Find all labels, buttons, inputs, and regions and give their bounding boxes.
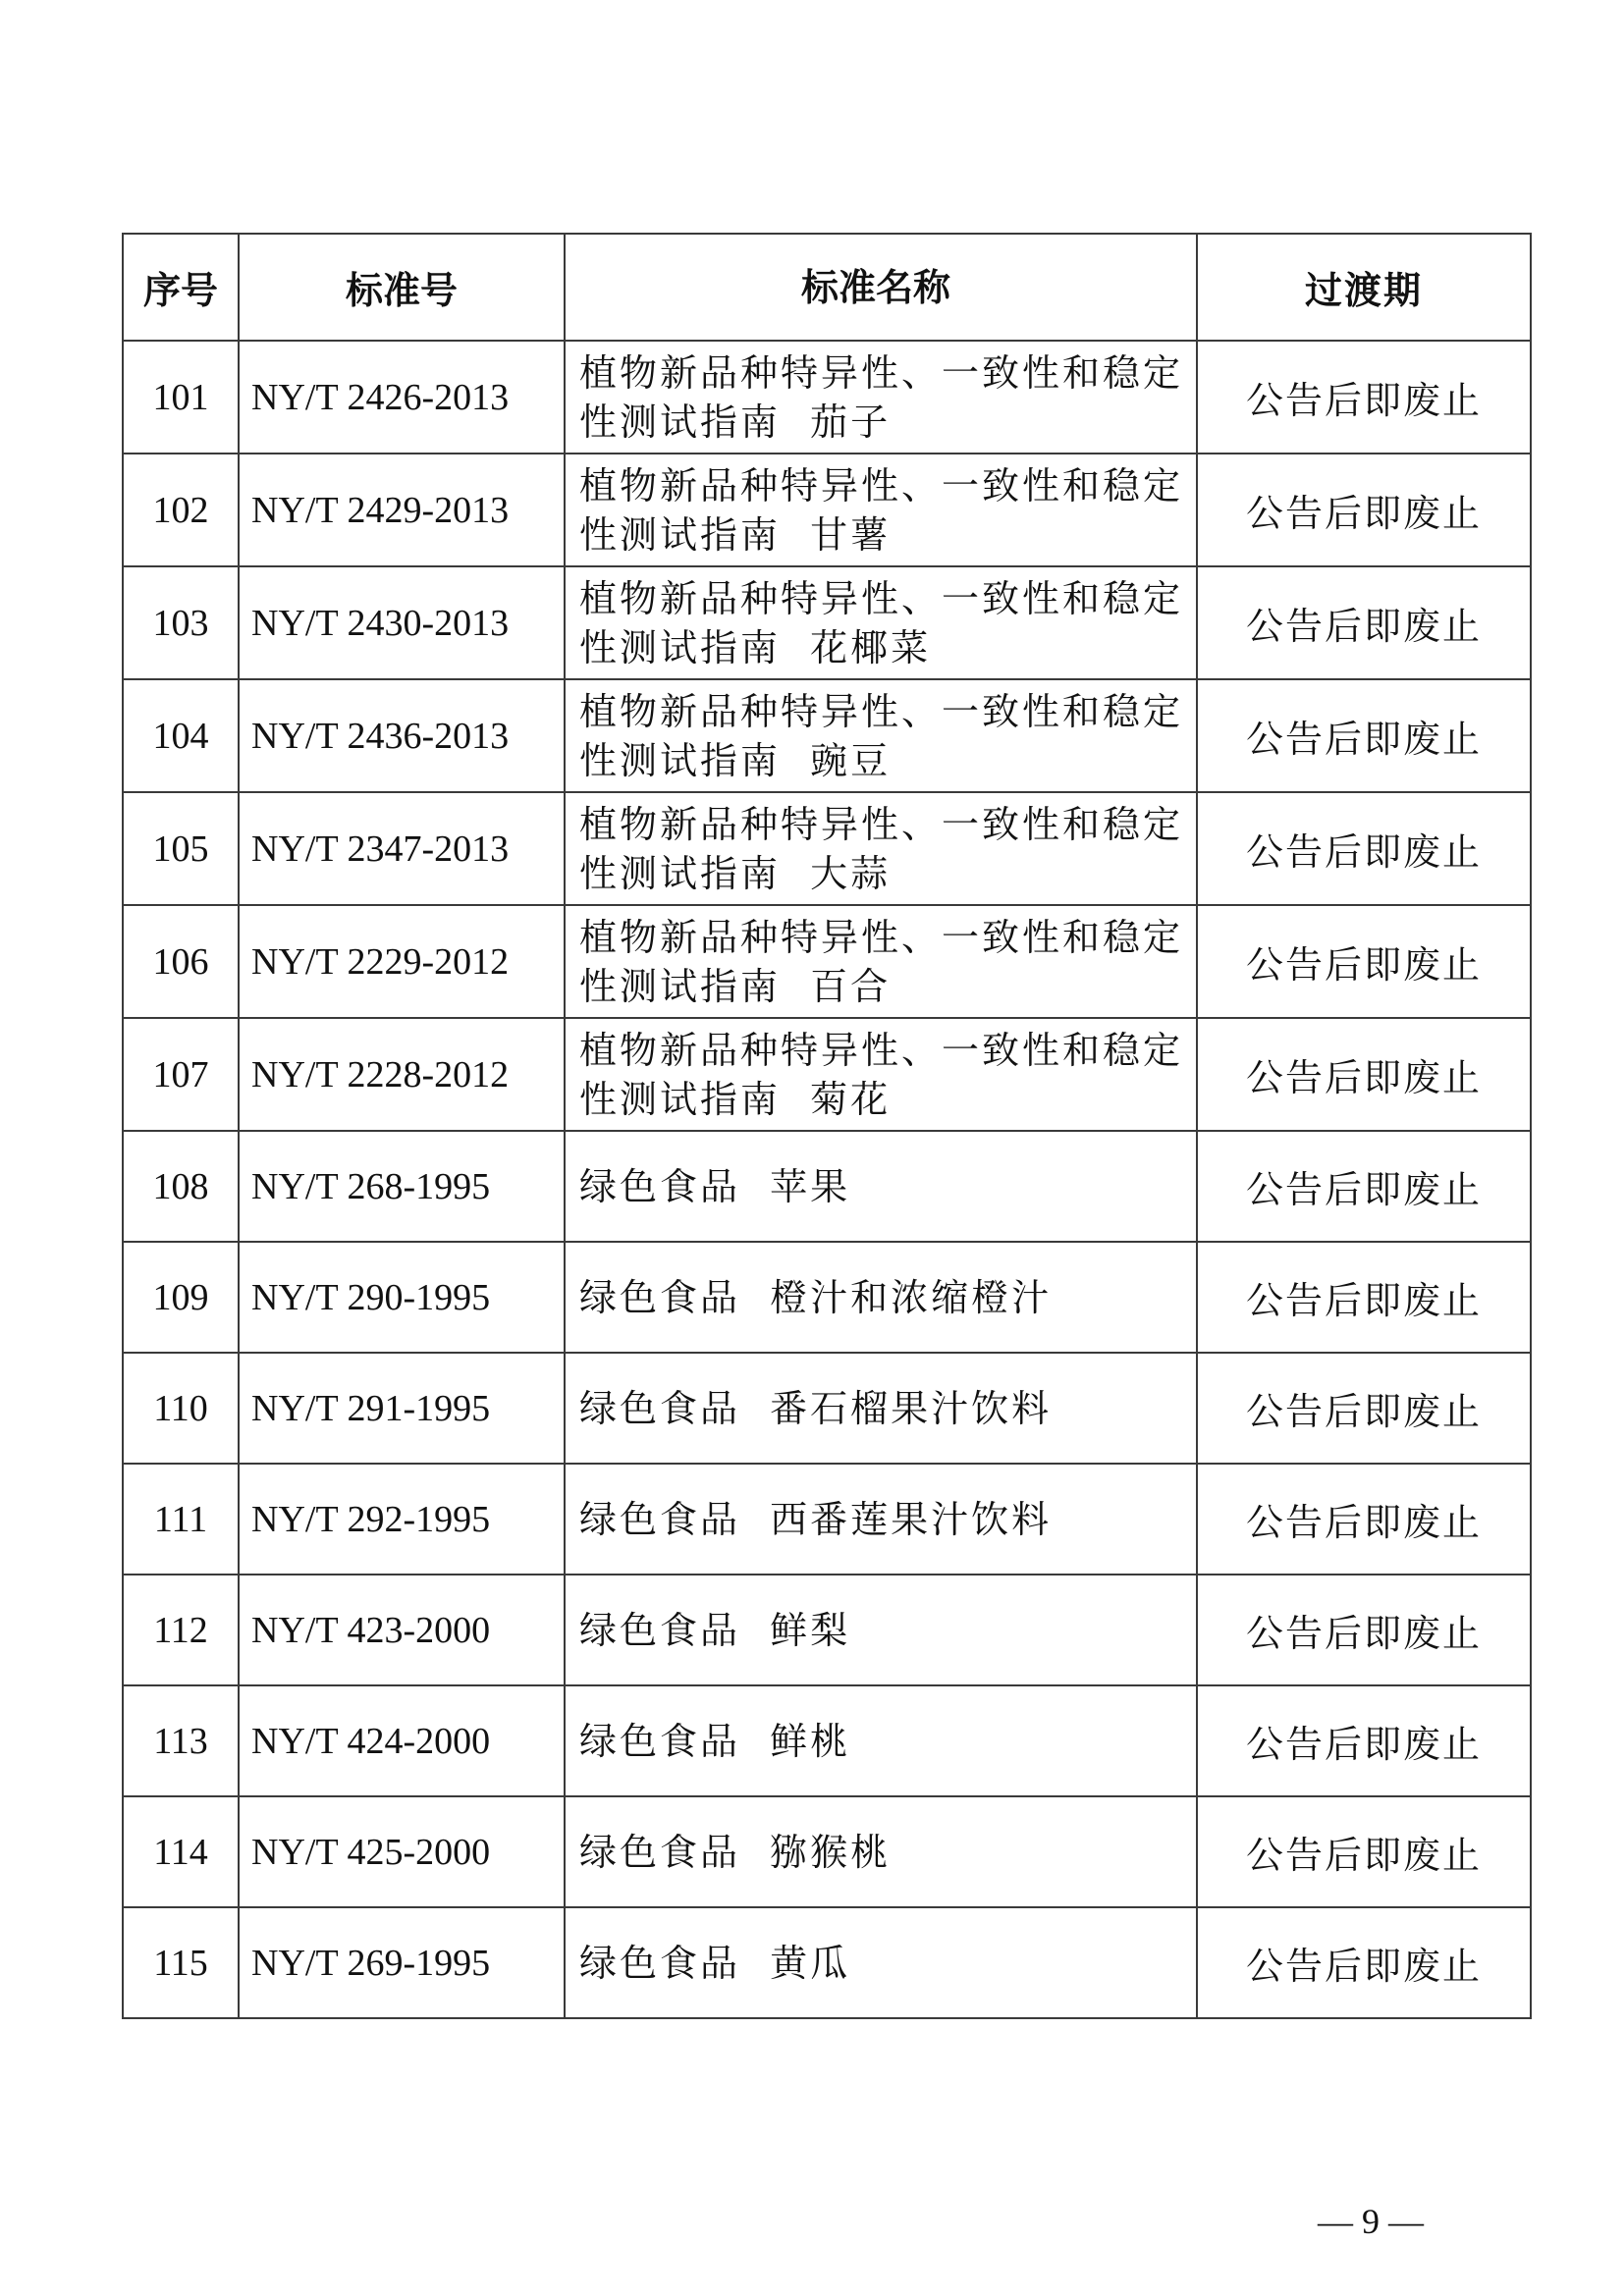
cell-standard-name bbox=[565, 454, 1197, 566]
standard-code-value: NY/T 2430-2013 bbox=[251, 603, 510, 644]
standard-name-value: 绿色食品 橙汁和浓缩橙汁 bbox=[579, 1275, 1053, 1319]
standard-code-value: NY/T 2347-2013 bbox=[251, 828, 510, 870]
cell-standard-name bbox=[565, 1018, 1197, 1131]
standard-code-value: NY/T 2426-2013 bbox=[251, 377, 510, 418]
cell-standard-code bbox=[239, 792, 565, 905]
cell-standard-code bbox=[239, 679, 565, 792]
cell-standard-code bbox=[239, 1796, 565, 1907]
standard-name-value: 绿色食品 西番莲果汁饮料 bbox=[579, 1497, 1053, 1541]
cell-standard-name bbox=[565, 341, 1197, 454]
cell-standard-name bbox=[565, 1796, 1197, 1907]
cell-seq bbox=[123, 1353, 239, 1464]
header-standard-name: 标准名称 bbox=[565, 234, 1197, 341]
seq-value: 101 bbox=[152, 377, 209, 418]
seq-value: 109 bbox=[152, 1277, 209, 1318]
cell-transition-period: 公告后即废止 bbox=[1197, 1464, 1531, 1575]
cell-transition-period: 公告后即废止 bbox=[1197, 1796, 1531, 1907]
cell-standard-code bbox=[239, 566, 565, 679]
standard-code-value: NY/T 2229-2012 bbox=[251, 941, 510, 983]
table-body bbox=[123, 341, 1531, 2018]
cell-transition-period: 公告后即废止 bbox=[1197, 1131, 1531, 1242]
table-row bbox=[123, 679, 1531, 792]
cell-standard-name bbox=[565, 1685, 1197, 1796]
table-row bbox=[123, 1685, 1531, 1796]
cell-transition-period: 公告后即废止 bbox=[1197, 1353, 1531, 1464]
standard-name-value: 绿色食品 鲜梨 bbox=[579, 1608, 851, 1652]
cell-standard-name bbox=[565, 792, 1197, 905]
seq-value: 104 bbox=[152, 716, 209, 757]
seq-value: 114 bbox=[153, 1832, 208, 1873]
standard-code-value: NY/T 268-1995 bbox=[251, 1166, 491, 1207]
seq-value: 111 bbox=[153, 1499, 208, 1540]
standard-name-value: 绿色食品 黄瓜 bbox=[579, 1941, 851, 1985]
cell-standard-code bbox=[239, 1018, 565, 1131]
seq-value: 108 bbox=[152, 1166, 209, 1207]
cell-seq bbox=[123, 1575, 239, 1685]
cell-seq bbox=[123, 792, 239, 905]
cell-seq bbox=[123, 679, 239, 792]
seq-value: 106 bbox=[152, 941, 209, 983]
cell-standard-code bbox=[239, 1353, 565, 1464]
cell-seq bbox=[123, 905, 239, 1018]
table-row bbox=[123, 341, 1531, 454]
header-row bbox=[123, 234, 1531, 341]
cell-standard-code bbox=[239, 1131, 565, 1242]
cell-standard-name bbox=[565, 1353, 1197, 1464]
seq-value: 112 bbox=[153, 1610, 208, 1651]
cell-transition-period: 公告后即废止 bbox=[1197, 566, 1531, 679]
table-row bbox=[123, 1796, 1531, 1907]
seq-value: 105 bbox=[152, 828, 209, 870]
standard-code-value: NY/T 2228-2012 bbox=[251, 1054, 510, 1095]
cell-transition-period: 公告后即废止 bbox=[1197, 1242, 1531, 1353]
cell-standard-code bbox=[239, 454, 565, 566]
standards-table bbox=[122, 233, 1532, 2019]
cell-seq bbox=[123, 1131, 239, 1242]
header-standard-code: 标准号 bbox=[239, 234, 565, 341]
cell-standard-name bbox=[565, 566, 1197, 679]
table-row bbox=[123, 1353, 1531, 1464]
standard-code-value: NY/T 424-2000 bbox=[251, 1721, 491, 1762]
standard-code-value: NY/T 423-2000 bbox=[251, 1610, 491, 1651]
standard-name-value: 绿色食品 猕猴桃 bbox=[579, 1830, 892, 1874]
standard-name-value: 植物新品种特异性、一致性和稳定性测试指南 大蒜 bbox=[579, 802, 1184, 895]
seq-value: 115 bbox=[153, 1943, 208, 1984]
cell-seq bbox=[123, 1907, 239, 2018]
cell-seq bbox=[123, 1242, 239, 1353]
seq-value: 102 bbox=[152, 490, 209, 531]
standard-code-value: NY/T 269-1995 bbox=[251, 1943, 491, 1984]
cell-transition-period: 公告后即废止 bbox=[1197, 905, 1531, 1018]
cell-transition-period: 公告后即废止 bbox=[1197, 1685, 1531, 1796]
standard-name-value: 绿色食品 番石榴果汁饮料 bbox=[579, 1386, 1053, 1430]
seq-value: 103 bbox=[152, 603, 209, 644]
cell-seq bbox=[123, 454, 239, 566]
standard-name-value: 植物新品种特异性、一致性和稳定性测试指南 花椰菜 bbox=[579, 576, 1184, 669]
standard-name-value: 植物新品种特异性、一致性和稳定性测试指南 菊花 bbox=[579, 1028, 1184, 1121]
cell-seq bbox=[123, 341, 239, 454]
cell-seq bbox=[123, 1796, 239, 1907]
cell-standard-code bbox=[239, 1685, 565, 1796]
cell-standard-name bbox=[565, 1575, 1197, 1685]
table-row bbox=[123, 566, 1531, 679]
table-row bbox=[123, 1464, 1531, 1575]
cell-seq bbox=[123, 1018, 239, 1131]
table-row bbox=[123, 1018, 1531, 1131]
standard-code-value: NY/T 290-1995 bbox=[251, 1277, 491, 1318]
standard-code-value: NY/T 291-1995 bbox=[251, 1388, 491, 1429]
cell-seq bbox=[123, 566, 239, 679]
cell-standard-name bbox=[565, 1907, 1197, 2018]
cell-transition-period: 公告后即废止 bbox=[1197, 1018, 1531, 1131]
table-row bbox=[123, 1907, 1531, 2018]
cell-standard-name bbox=[565, 1131, 1197, 1242]
standard-name-value: 植物新品种特异性、一致性和稳定性测试指南 茄子 bbox=[579, 350, 1184, 444]
cell-standard-name bbox=[565, 1464, 1197, 1575]
cell-transition-period: 公告后即废止 bbox=[1197, 341, 1531, 454]
standard-code-value: NY/T 292-1995 bbox=[251, 1499, 491, 1540]
table-header bbox=[123, 234, 1531, 341]
cell-transition-period: 公告后即废止 bbox=[1197, 679, 1531, 792]
table-row bbox=[123, 905, 1531, 1018]
cell-standard-code bbox=[239, 1575, 565, 1685]
cell-standard-name bbox=[565, 1242, 1197, 1353]
cell-seq bbox=[123, 1464, 239, 1575]
page-number: — 9 — bbox=[1318, 2202, 1424, 2241]
cell-standard-name bbox=[565, 679, 1197, 792]
header-seq: 序号 bbox=[123, 234, 239, 341]
seq-value: 110 bbox=[153, 1388, 208, 1429]
table-row bbox=[123, 1131, 1531, 1242]
cell-transition-period: 公告后即废止 bbox=[1197, 792, 1531, 905]
cell-seq bbox=[123, 1685, 239, 1796]
standard-name-value: 绿色食品 鲜桃 bbox=[579, 1719, 851, 1763]
cell-transition-period: 公告后即废止 bbox=[1197, 1575, 1531, 1685]
standard-name-value: 植物新品种特异性、一致性和稳定性测试指南 百合 bbox=[579, 915, 1184, 1008]
standard-code-value: NY/T 2436-2013 bbox=[251, 716, 510, 757]
cell-standard-code bbox=[239, 1242, 565, 1353]
standard-name-value: 植物新品种特异性、一致性和稳定性测试指南 豌豆 bbox=[579, 689, 1184, 782]
table-row bbox=[123, 792, 1531, 905]
table-row bbox=[123, 1242, 1531, 1353]
cell-standard-code bbox=[239, 905, 565, 1018]
cell-standard-code bbox=[239, 341, 565, 454]
seq-value: 107 bbox=[152, 1054, 209, 1095]
cell-transition-period: 公告后即废止 bbox=[1197, 1907, 1531, 2018]
cell-standard-name bbox=[565, 905, 1197, 1018]
table-row bbox=[123, 1575, 1531, 1685]
seq-value: 113 bbox=[153, 1721, 208, 1762]
cell-standard-code bbox=[239, 1907, 565, 2018]
cell-standard-code bbox=[239, 1464, 565, 1575]
cell-transition-period: 公告后即废止 bbox=[1197, 454, 1531, 566]
header-transition-period: 过渡期 bbox=[1197, 234, 1531, 341]
standard-code-value: NY/T 425-2000 bbox=[251, 1832, 491, 1873]
standard-name-value: 植物新品种特异性、一致性和稳定性测试指南 甘薯 bbox=[579, 463, 1184, 557]
standard-name-value: 绿色食品 苹果 bbox=[579, 1164, 851, 1208]
table-row bbox=[123, 454, 1531, 566]
standard-code-value: NY/T 2429-2013 bbox=[251, 490, 510, 531]
